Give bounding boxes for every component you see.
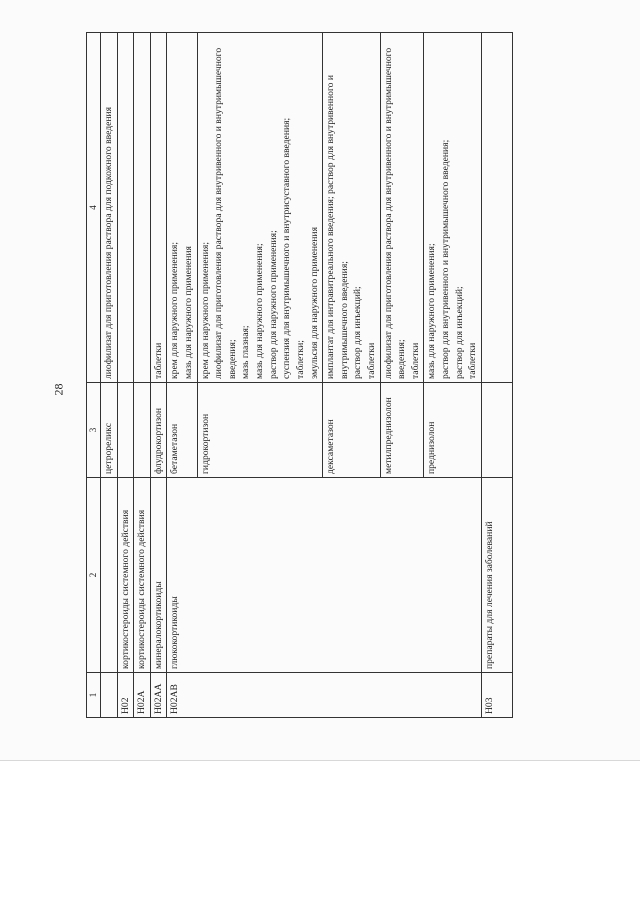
code-cell: [101, 673, 118, 718]
header-col-4: 4: [87, 33, 101, 383]
header-col-2: 2: [87, 478, 101, 673]
group-cell: минералокортикоиды: [150, 478, 167, 673]
dosage-form: таблетки: [409, 342, 421, 379]
dosage-form: мазь для наружного применения;: [254, 243, 266, 379]
dosage-form: лиофилизат для приготовления раствора для внутривенного и внутримышечного введения;: [213, 47, 238, 379]
group-cell: кортикостероиды системного действия: [117, 478, 134, 673]
forms-cell: [134, 33, 151, 383]
forms-cell: [481, 33, 512, 383]
forms-cell: [150, 33, 167, 383]
drug-table: [86, 32, 513, 718]
dosage-form: раствор для инъекций;: [453, 286, 465, 379]
table-row: [134, 33, 151, 718]
dosage-form: эмульсия для наружного применения: [308, 227, 320, 379]
header-col-1: 1: [87, 673, 101, 718]
drug-cell: флудрокортизон: [150, 383, 167, 478]
dosage-form: лиофилизат для приготовления раствора для внутривенного и внутримышечного введения;: [382, 47, 408, 379]
dosage-form: мазь глазная;: [240, 325, 252, 379]
table-row: [150, 33, 167, 718]
drug-cell: дексаметазон: [323, 383, 380, 478]
dosage-form: мазь для наружного применения;: [426, 243, 438, 379]
dosage-form: раствор для внутривенного и внутримышечного введения;: [440, 139, 452, 379]
table-row: [117, 33, 134, 718]
dosage-form: таблетки;: [294, 340, 306, 379]
code-cell: H03: [481, 673, 512, 718]
drug-cell: цетрореликс: [101, 383, 118, 478]
group-cell: препараты для лечения заболеваний: [481, 478, 512, 673]
drug-cell: гидрокортизон: [197, 383, 322, 478]
forms-cell: [197, 33, 322, 383]
drug-cell: бетаметазон: [167, 383, 197, 478]
code-cell: H02AB: [167, 673, 481, 718]
table-row: [167, 33, 197, 718]
table-body: [101, 33, 513, 718]
rotated-table-container: [86, 33, 601, 718]
forms-cell: [380, 33, 424, 383]
drug-cell: [481, 383, 512, 478]
drug-cell: [134, 383, 151, 478]
table-header-row: [87, 33, 101, 718]
forms-cell: [167, 33, 197, 383]
drug-cell: [117, 383, 134, 478]
dosage-form: таблетки: [365, 342, 377, 379]
header-col-3: 3: [87, 383, 101, 478]
group-cell: кортикостероиды системного действия: [134, 478, 151, 673]
group-cell: глюкокортикоиды: [167, 478, 481, 673]
dosage-form: крем для наружного применения;: [199, 242, 211, 379]
dosage-form: таблетки: [467, 342, 479, 379]
table-row: [101, 33, 118, 718]
page-number: 28: [51, 383, 66, 396]
dosage-form: раствор для наружного применения;: [267, 230, 279, 379]
forms-cell: [101, 33, 118, 383]
dosage-form: лиофилизат для приготовления раствора для подкожного введения: [103, 106, 114, 379]
dosage-form: раствор для инъекций;: [352, 286, 364, 379]
dosage-form: таблетки: [152, 342, 164, 379]
table-row: [481, 33, 512, 718]
dosage-form: суспензия для внутримышечного и внутрисуставного введения;: [281, 117, 293, 379]
code-cell: H02A: [134, 673, 151, 718]
drug-cell: метилпреднизолон: [380, 383, 424, 478]
code-cell: H02: [117, 673, 134, 718]
forms-cell: [117, 33, 134, 383]
group-cell: [101, 478, 118, 673]
forms-cell: [424, 33, 481, 383]
drug-cell: преднизолон: [424, 383, 481, 478]
dosage-form: крем для наружного применения;: [169, 242, 181, 379]
dosage-form: имплантат для интравитреального введения; раствор для внутривенного и внутримышечного введения;: [325, 74, 350, 379]
code-cell: H02AA: [150, 673, 167, 718]
forms-cell: [323, 33, 380, 383]
dosage-form: мазь для наружного применения: [183, 246, 195, 379]
